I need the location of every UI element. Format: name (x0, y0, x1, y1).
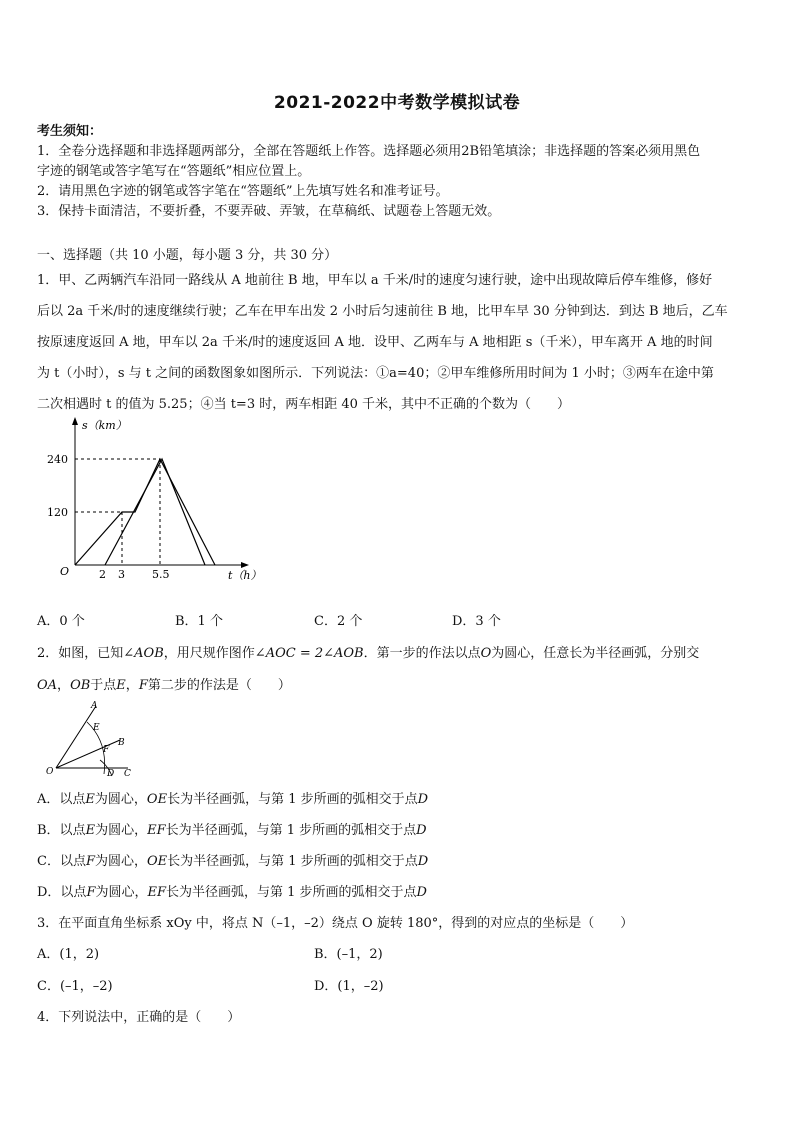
q2c-mid: 为圆心， (94, 854, 147, 869)
q3-option-c: C．(–1，–2) (37, 979, 113, 994)
q1-line-2: 后以 2a 千米/时的速度继续行驶；乙车在甲车出发 2 小时后匀速前往 B 地，比甲车早 30 分钟到达．到达 B 地后，乙车 (37, 304, 728, 319)
q2b-prefix: B．以点 (37, 823, 86, 838)
label-b: B (118, 738, 125, 748)
q2d-mid: 为圆心， (95, 885, 148, 900)
q3-option-b: B．(–1，2) (314, 947, 383, 962)
notice-line-1: 1．全卷分选择题和非选择题两部分，全部在答题纸上作答。选择题必须用2B铅笔填涂；非选择题的答案必须用黑色 (37, 144, 701, 159)
q2b-end: D (416, 823, 427, 838)
q1-option-a: A．0 个 (37, 614, 85, 629)
label-f: F (103, 745, 110, 755)
origin-label: O (60, 565, 70, 578)
q4-stem: 4．下列说法中，正确的是（ ） (37, 1010, 241, 1025)
q2b-center: E (85, 823, 96, 838)
section-heading: 一、选择题（共 10 小题，每小题 3 分，共 30 分） (37, 248, 338, 263)
q1-line-1: 1．甲、乙两辆汽车沿同一路线从 A 地前往 B 地，甲车以 a 千米/时的速度匀速行驶，途中出现故障后停车维修，修好 (37, 273, 713, 288)
x-axis-label: t（h） (228, 569, 262, 582)
notice-heading: 考生须知： (37, 124, 103, 139)
y-axis-arrow (72, 417, 78, 425)
q2-text-d: 为圆心，任意长为半径画弧，分别交 (491, 646, 700, 661)
q2-option-c (37, 852, 759, 872)
x-axis-arrow (241, 562, 249, 568)
label-a: A (91, 701, 98, 711)
notice-line-3: 2．请用黑色字迹的钢笔或答字笔在“答题纸”上先填写姓名和准考证号。 (37, 184, 449, 199)
q2-figure (40, 700, 150, 782)
q2-option-d (37, 883, 759, 903)
q2d-end: D (416, 885, 427, 900)
q2a-radius: OE (146, 792, 168, 807)
q2c-radius: OE (147, 854, 168, 869)
label-e: E (93, 723, 100, 733)
q2a-center: E (85, 792, 95, 807)
q2a-end: D (417, 792, 429, 807)
q2c-center: F (85, 854, 95, 869)
q2-line-1 (37, 644, 759, 664)
q2-ob: OB (70, 678, 91, 693)
q3-stem: 3．在平面直角坐标系 xOy 中，将点 N（–1，–2）绕点 O 旋转 180°，得到的对应点的坐标是（ ） (37, 916, 634, 931)
q2-option-b (37, 821, 759, 841)
q2-oa: OA (37, 678, 58, 693)
x-tick-2: 2 (99, 568, 106, 581)
page-title: 2021-2022中考数学模拟试卷 (273, 93, 521, 113)
q2-formula: ∠AOC = 2∠AOB (254, 646, 364, 661)
q2-line-2 (37, 676, 759, 696)
q2a-mid: 为圆心， (94, 792, 147, 807)
q1-option-c: C．2 个 (314, 614, 363, 629)
notice-line-4: 3．保持卡面清洁，不要折叠，不要弄破、弄皱，在草稿纸、试题卷上答题无效。 (37, 204, 501, 219)
q2-text-b: ，用尺规作图作 (163, 646, 255, 661)
y-tick-120: 120 (47, 506, 68, 519)
q2d-prefix: D．以点 (37, 885, 87, 900)
q1-line-3: 按原速度返回 A 地，甲车以 2a 千米/时的速度返回 A 地．设甲、乙两车与 A 地相距 s（千米），甲车离开 A 地的时间 (37, 335, 713, 350)
notice-line-2: 字迹的钢笔或答字笔写在“答题纸”相应位置上。 (37, 164, 311, 179)
q1-line-4: 为 t（小时），s 与 t 之间的函数图象如图所示．下列说法：①a=40；②甲车维修所用时间为 1 小时；③两车在途中第 (37, 366, 714, 381)
q1-graph (40, 415, 280, 595)
y-tick-240: 240 (47, 453, 68, 466)
q1-line-5: 二次相遇时 t 的值为 5.25；④当 t=3 时，两车相距 40 千米，其中不正确的个数为（ ） (37, 397, 571, 412)
label-d: D (107, 769, 115, 779)
q3-option-a: A．(1，2) (37, 947, 100, 962)
q2b-suffix: 长为半径画弧，与第 1 步所画的弧相交于点 (165, 823, 417, 838)
q3-option-d: D．(1，–2) (314, 979, 384, 994)
y-axis-label: s（km） (82, 419, 127, 432)
q2c-end: D (417, 854, 429, 869)
x-tick-3: 3 (118, 568, 125, 581)
q2d-suffix: 长为半径画弧，与第 1 步所画的弧相交于点 (166, 885, 417, 900)
q2a-suffix: 长为半径画弧，与第 1 步所画的弧相交于点 (167, 792, 418, 807)
label-c: C (124, 769, 131, 779)
q2c-suffix: 长为半径画弧，与第 1 步所画的弧相交于点 (167, 854, 418, 869)
q2-text-e: 于点 (90, 678, 117, 693)
q2-sep: ， (57, 678, 71, 693)
label-o: O (46, 767, 54, 777)
q2-point-e: E (116, 678, 126, 693)
q2a-prefix: A．以点 (37, 792, 86, 807)
q2-text-f: ， (125, 678, 139, 693)
q1-option-b: B．1 个 (175, 614, 223, 629)
q2d-radius: EF (147, 885, 166, 900)
x-tick-5.5: 5.5 (152, 568, 170, 581)
q2-text-g: 第二步的作法是（ ） (147, 678, 291, 693)
q2-angle-aob: ∠AOB (123, 646, 164, 661)
q2-text-c: ．第一步的作法以点 (363, 646, 481, 661)
q2-point-o: O (480, 646, 492, 661)
ray-oa (56, 706, 96, 768)
q2d-center: F (86, 885, 96, 900)
q2-option-a (37, 790, 759, 810)
q2-text-a: 2．如图，已知 (37, 646, 124, 661)
q2c-prefix: C．以点 (37, 854, 86, 869)
q2b-mid: 为圆心， (95, 823, 148, 838)
q1-option-d: D．3 个 (452, 614, 501, 629)
q2b-radius: EF (147, 823, 166, 838)
q2-point-f: F (138, 678, 148, 693)
